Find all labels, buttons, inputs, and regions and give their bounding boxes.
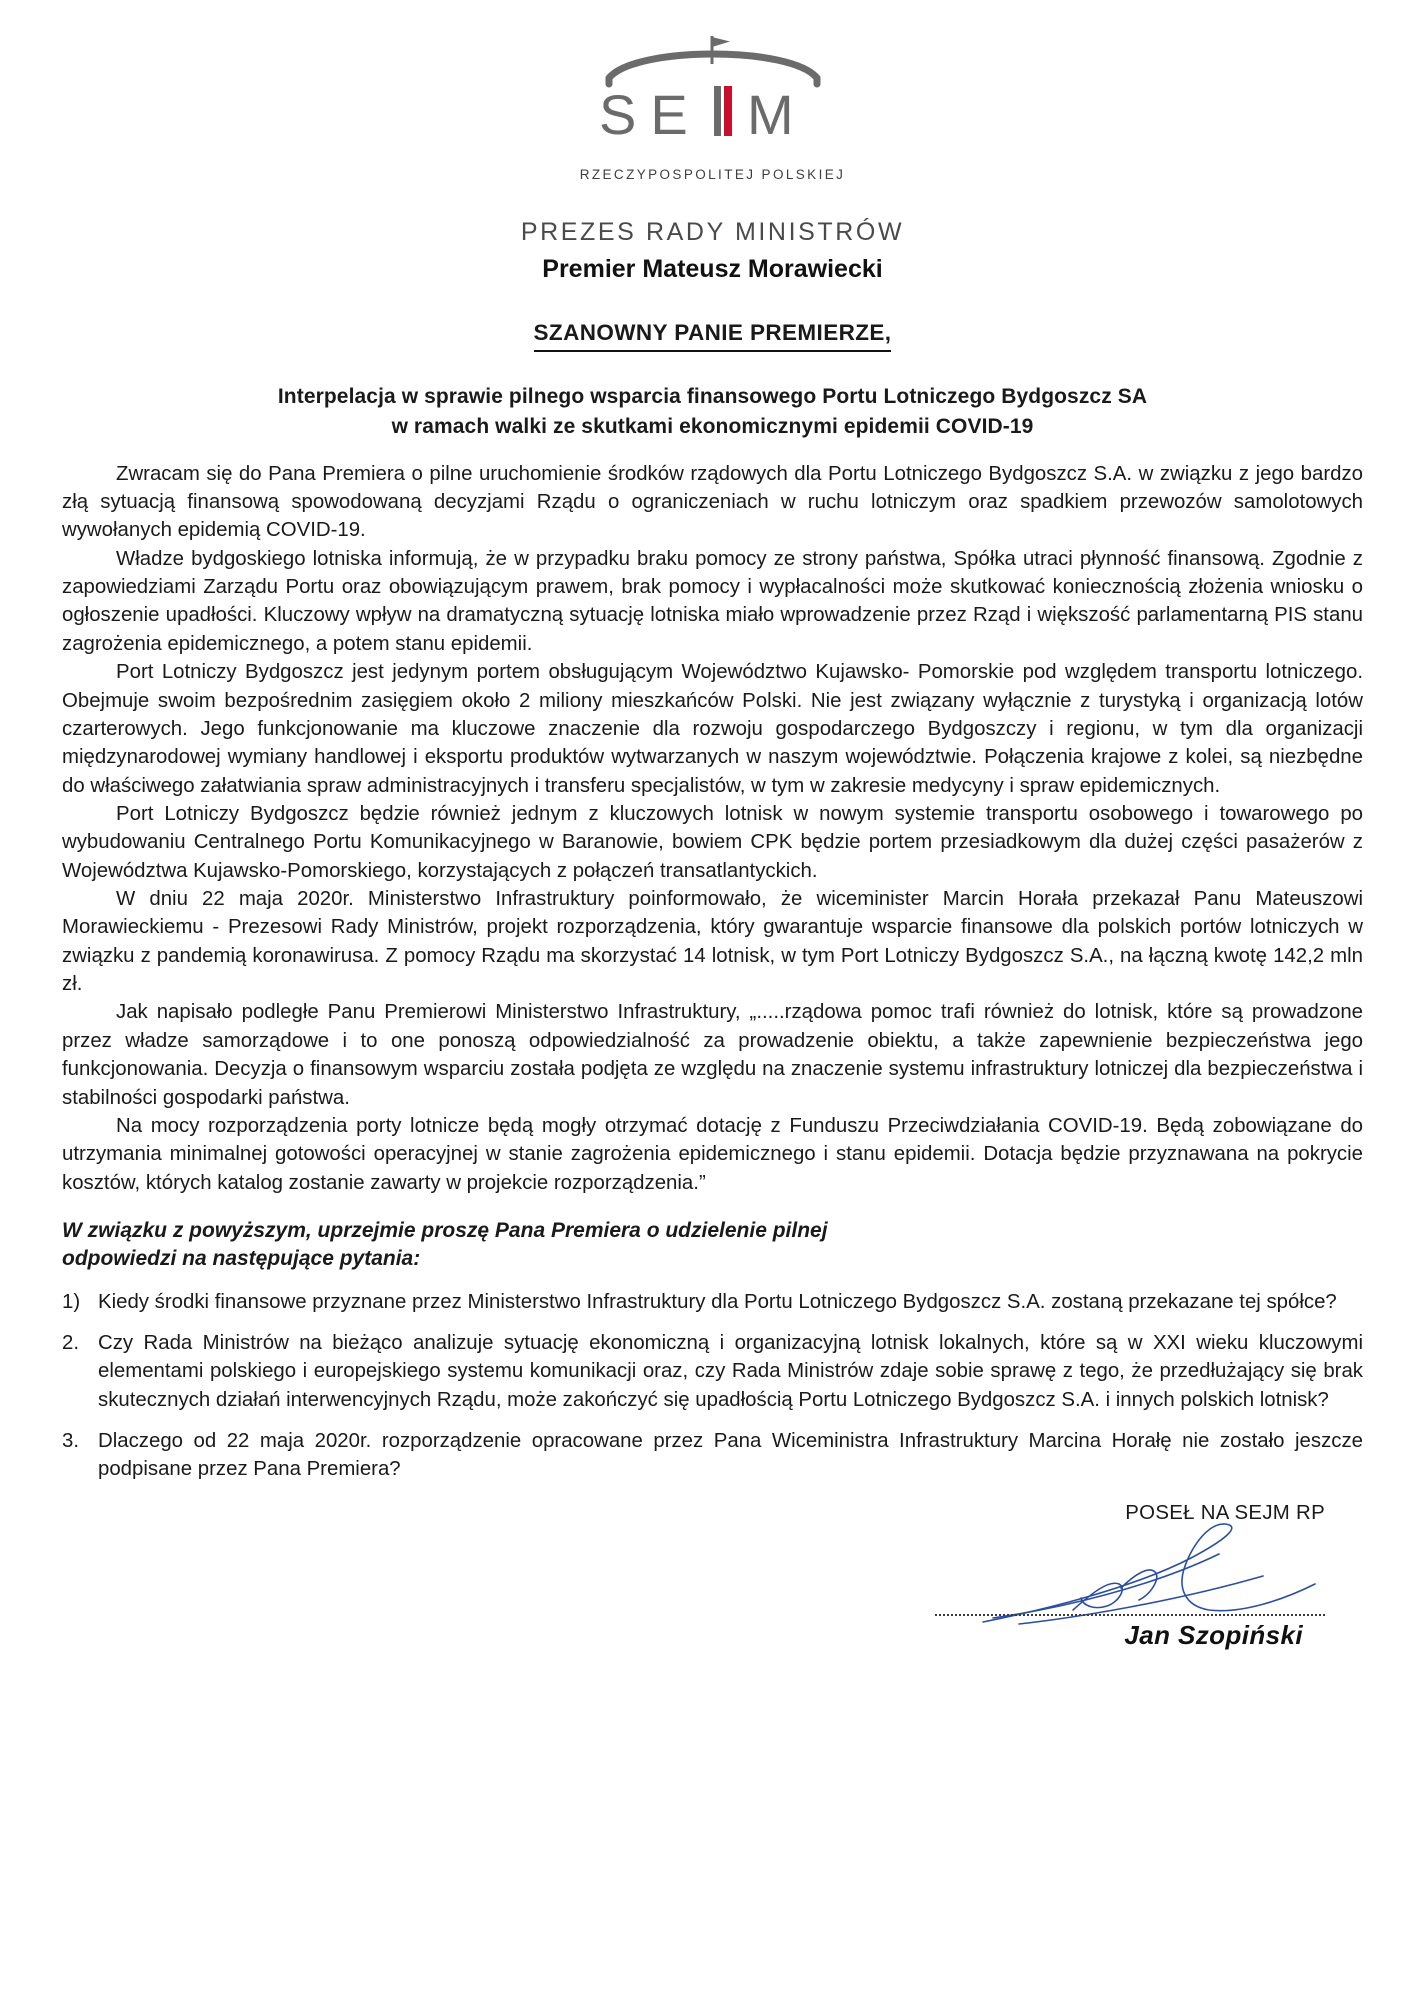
sejm-emblem <box>62 30 1363 182</box>
subject-line-2: w ramach walki ze skutkami ekonomicznymi epidemii COVID-19 <box>391 414 1034 438</box>
question-text: Dlaczego od 22 maja 2020r. rozporządzenie opracowane przez Pana Wiceministra Infrastruktury Marcina Horałę nie zostało jeszcze podpisane przez Pana Premiera? <box>98 1430 1363 1481</box>
salutation: SZANOWNY PANIE PREMIERZE, <box>534 320 892 352</box>
list-item <box>62 1427 1363 1484</box>
document-subject <box>62 382 1363 442</box>
questions-list <box>62 1288 1363 1484</box>
question-text: Kiedy środki finansowe przyznane przez Ministerstwo Infrastruktury dla Portu Lotniczego Bydgoszcz S.A. zostaną przekazane tej spółce? <box>98 1290 1337 1313</box>
body-paragraph: Port Lotniczy Bydgoszcz jest jedynym portem obsługującym Województwo Kujawsko- Pomorskie pod względem transportu lotniczego. Obejmuje swoim bezpośrednim zasięgiem około 2 miliony mieszkańców Polski. Nie jest związany wyłącznie z turystyką i organizacją lotów czarterowych. Jego funkcjonowanie ma kluczowe znaczenie dla rozwoju gospodarczego Bydgoszczy i regionu, w tym dla organizacji międzynarodowej wymiany handlowej i eksportu produktów wytwarzanych w naszym województwie. Połączenia krajowe z kolei, są niezbędne do właściwego załatwiania spraw administracyjnych i transferu specjalistów, w tym w zakresie medycyny i spraw epidemicznych. <box>62 661 1363 797</box>
svg-text:M: M <box>746 83 800 146</box>
question-number: 2. <box>62 1332 80 1355</box>
svg-text:SE: SE <box>598 83 702 146</box>
body-paragraph: Jak napisało podległe Panu Premierowi Ministerstwo Infrastruktury, „.....rządowa pomoc trafi również do lotnisk, które są prowadzone przez władze samorządowe i to one ponoszą odpowiedzialność za prowadzenie obiektu, a także zapewnienie bezpieczeństwa jego funkcjonowania. Decyzja o finansowym wsparciu została podjęta ze względu na znaczenie systemu infrastruktury lotniczej dla bezpieczeństwa i stabilności gospodarki państwa. <box>62 1001 1363 1109</box>
questions-intro <box>62 1217 1363 1274</box>
document-body <box>62 460 1363 1197</box>
body-paragraph: Port Lotniczy Bydgoszcz będzie również jednym z kluczowych lotnisk w nowym systemie transportu osobowego i towarowego po wybudowaniu Centralnego Portu Komunikacyjnego w Baranowie, bowiem CPK będzie portem przesiadkowym dla dużej części pasażerów z Województwa Kujawsko-Pomorskiego, korzystających z połączeń transatlantyckich. <box>62 802 1363 882</box>
emblem-subtitle: RZECZYPOSPOLITEJ POLSKIEJ <box>579 167 846 182</box>
question-text: Czy Rada Ministrów na bieżąco analizuje sytuację ekonomiczną i organizacyjną lotnisk lokalnych, które są w XXI wieku kluczowymi elementami polskiego i europejskiego systemu komunikacji oraz, czy Rada Ministrów zdaje sobie sprawę z tego, że przedłużający się brak skutecznych działań interwencyjnych Rządu, może zakończyć się upadłością Portu Lotniczego Bydgoszcz S.A. i innych polskich lotnisk? <box>98 1332 1363 1411</box>
addressee-block <box>62 218 1363 284</box>
body-paragraph: W dniu 22 maja 2020r. Ministerstwo Infrastruktury poinformowało, że wiceminister Marcin Horała przekazał Panu Mateuszowi Morawieckiemu - Prezesowi Rady Ministrów, projekt rozporządzenia, który gwarantuje wsparcie finansowe dla polskich portów lotniczych w związku z pandemią koronawirusa. Z pomocy Rządu ma skorzystać 14 lotnisk, w tym Port Lotniczy Bydgoszcz S.A., na łączną kwotę 142,2 mln zł. <box>62 888 1363 996</box>
addressee-office: PREZES RADY MINISTRÓW <box>520 218 905 246</box>
questions-intro-line-1: W związku z powyższym, uprzejmie proszę Pana Premiera o udzielenie pilnej <box>62 1218 828 1242</box>
body-paragraph: Na mocy rozporządzenia porty lotnicze będą mogły otrzymać dotację z Funduszu Przeciwdziałania COVID-19. Będą zobowiązane do utrzymania minimalnej gotowości operacyjnej w stanie zagrożenia epidemicznego i stanu epidemii. Dotacja będzie przyznawana na pokrycie kosztów, których katalog zostanie zawarty w projekcie rozporządzenia.” <box>62 1114 1363 1194</box>
signature-dotted-line <box>935 1614 1325 1616</box>
signature-block <box>62 1502 1363 1672</box>
question-number: 3. <box>62 1430 80 1453</box>
signature-title: POSEŁ NA SEJM RP <box>1125 1501 1325 1524</box>
list-item <box>62 1288 1363 1316</box>
signature-name: Jan Szopiński <box>1124 1619 1303 1650</box>
list-item <box>62 1329 1363 1414</box>
questions-intro-line-2: odpowiedzi na następujące pytania: <box>62 1247 421 1271</box>
salutation-wrap <box>62 320 1363 352</box>
subject-line-1: Interpelacja w sprawie pilnego wsparcia finansowego Portu Lotniczego Bydgoszcz SA <box>277 385 1148 408</box>
addressee-name: Premier Mateusz Morawiecki <box>542 255 883 283</box>
body-paragraph: Władze bydgoskiego lotniska informują, że w przypadku braku pomocy ze strony państwa, Spółka utraci płynność finansową. Zgodnie z zapowiedziami Zarządu Portu oraz obowiązującym prawem, brak pomocy i wypłacalności może skutkować koniecznością złożenia wniosku o ogłoszenie upadłości. Kluczowy wpływ na dramatyczną sytuację lotniska miało wprowadzenie przez Rząd i większość parlamentarną PIS stanu zagrożenia epidemicznego, a potem stanu epidemii. <box>62 547 1363 655</box>
body-paragraph: Zwracam się do Pana Premiera o pilne uruchomienie środków rządowych dla Portu Lotniczego Bydgoszcz S.A. w związku z jego bardzo złą sytuacją finansową spowodowaną decyzjami Rządu o ograniczeniach w ruchu lotniczym oraz spadkiem przewozów samolotowych wywołanych epidemią COVID-19. <box>62 462 1363 542</box>
question-number: 1) <box>62 1290 81 1313</box>
sejm-logo-icon <box>583 30 843 160</box>
